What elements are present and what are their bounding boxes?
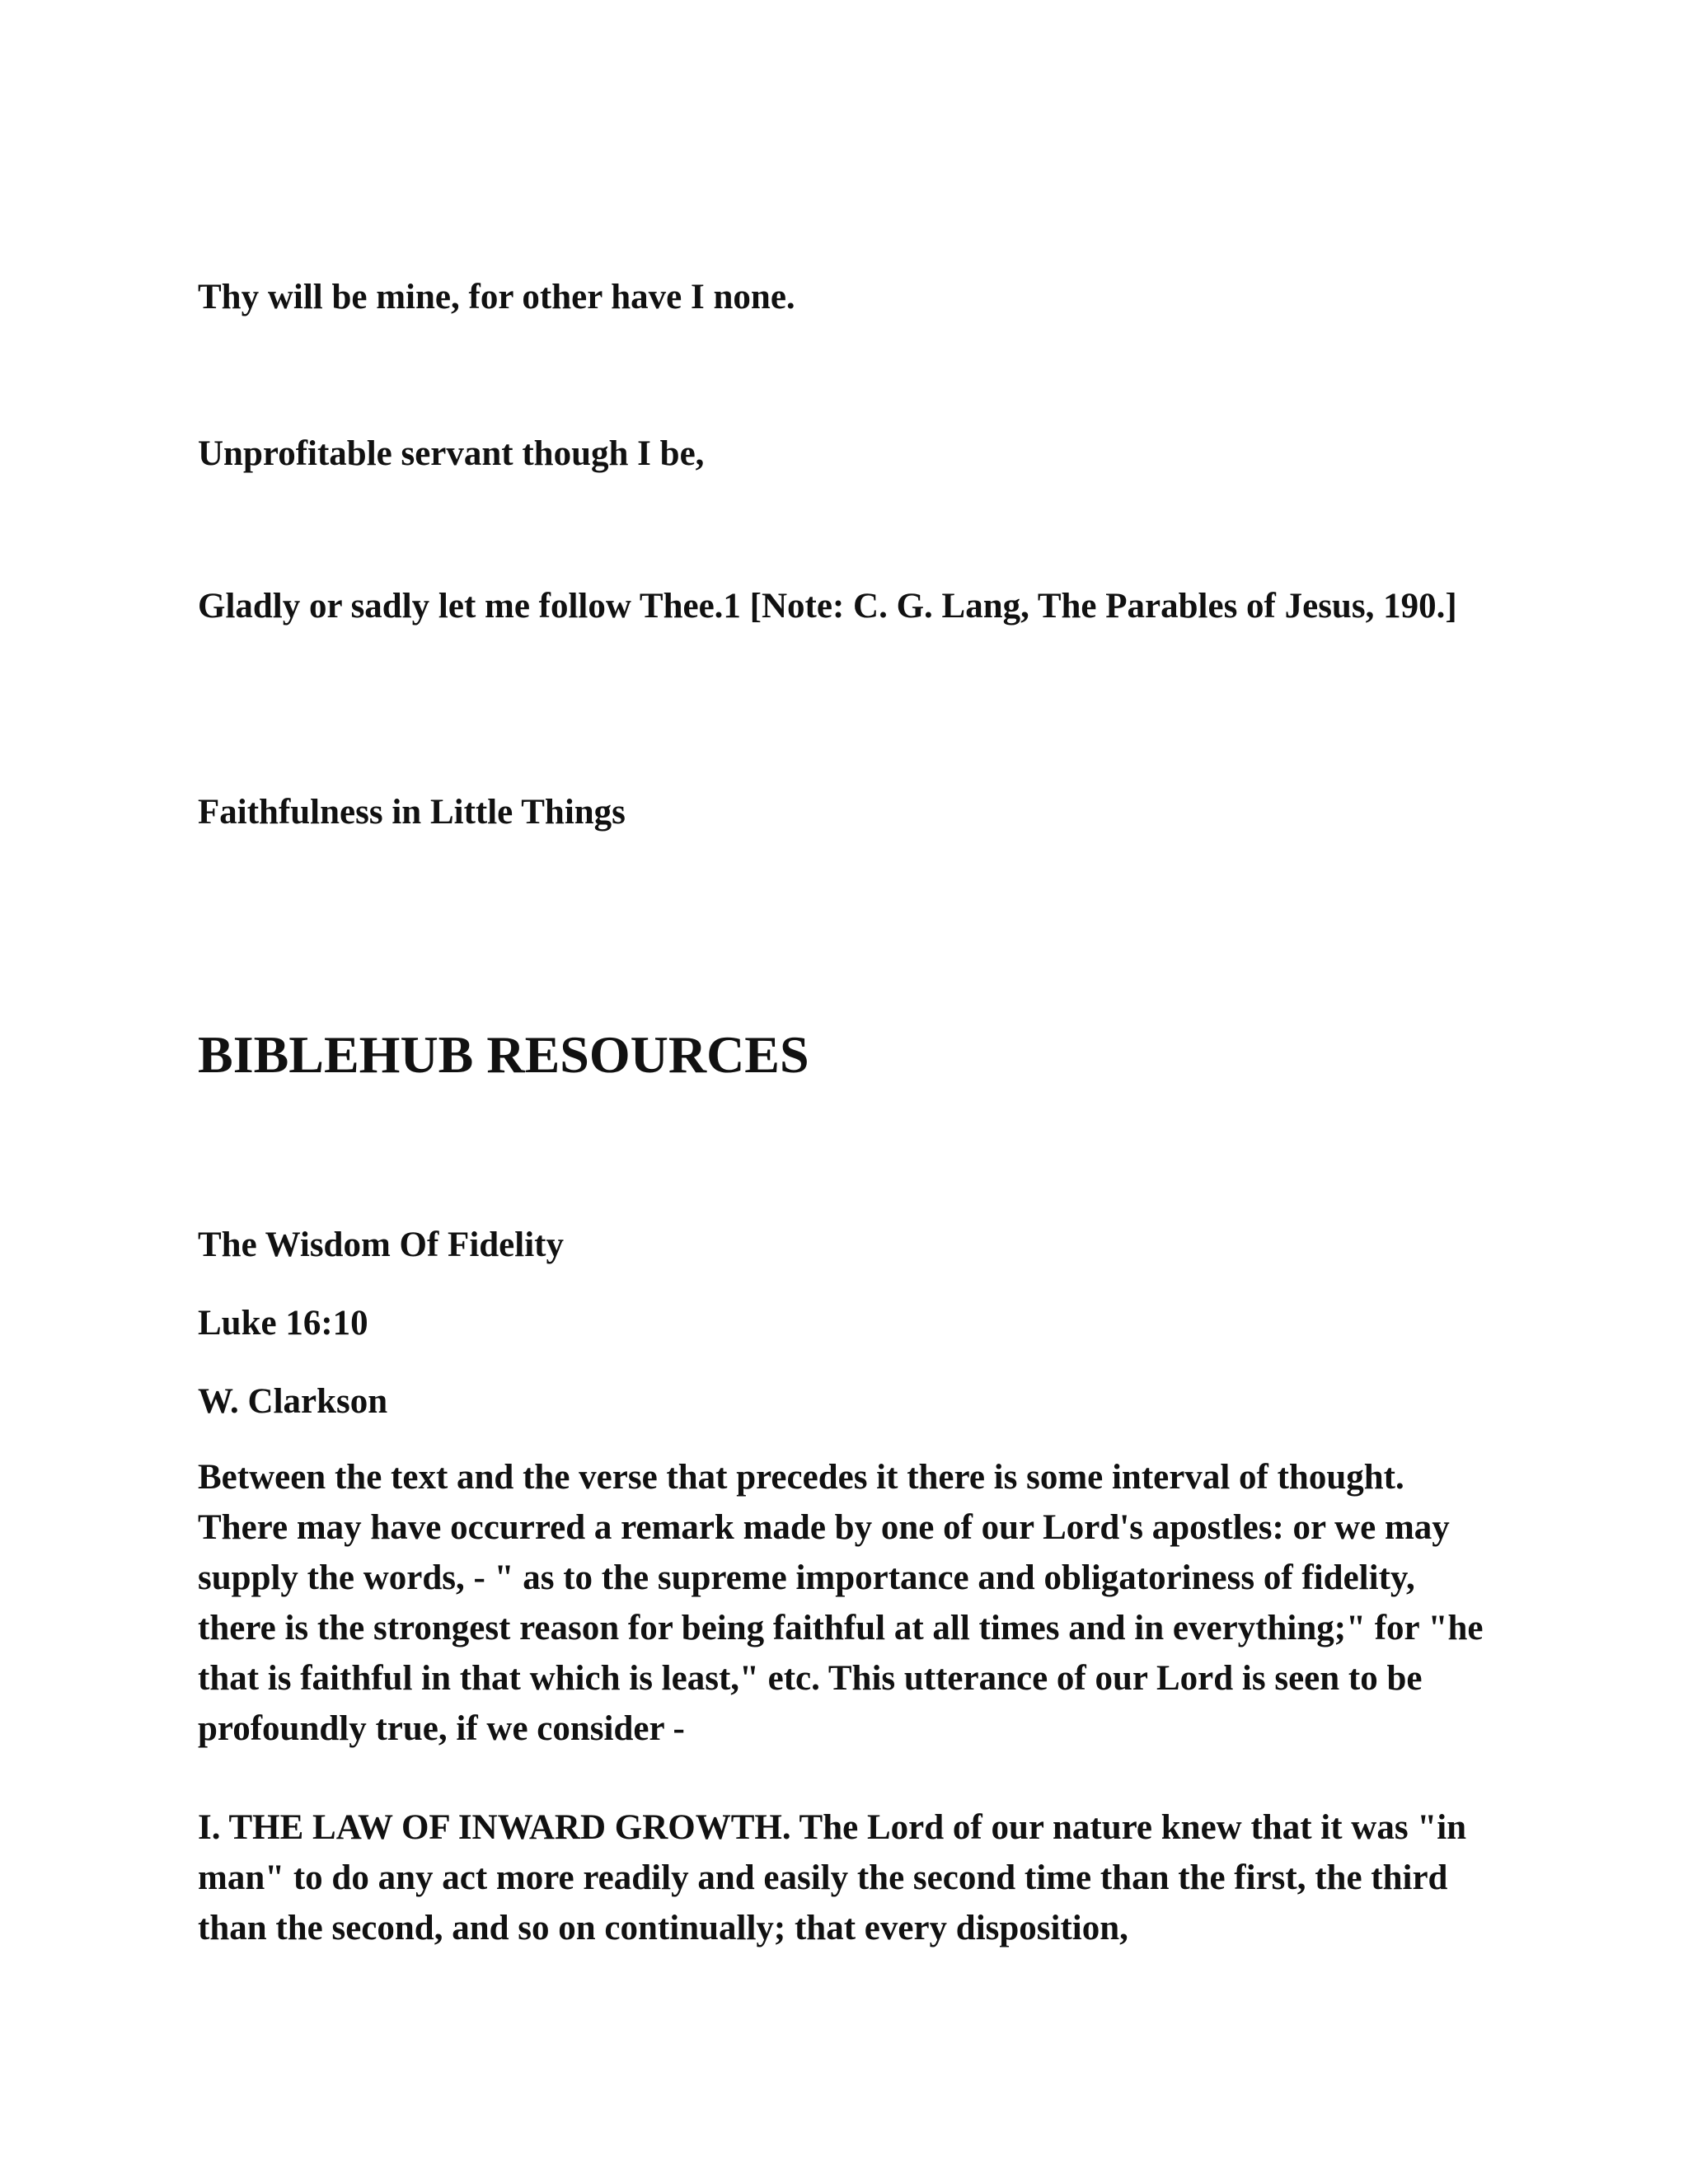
- poem-line-1: Thy will be mine, for other have I none.: [198, 278, 795, 316]
- article-title: The Wisdom Of Fidelity: [198, 1226, 564, 1264]
- resources-heading: BIBLEHUB RESOURCES: [198, 1025, 809, 1084]
- poem-line-3: Gladly or sadly let me follow Thee.1 [Note: C. G. Lang, The Parables of Jesus, 190.]: [198, 587, 1457, 626]
- article-reference: Luke 16:10: [198, 1304, 368, 1343]
- article-paragraph-2: I. THE LAW OF INWARD GROWTH. The Lord of our nature knew that it was "in man" to do any act more readily and easily the second time than the first, the third than the second, and so on continually; that every disposition,: [198, 1808, 1467, 1947]
- section-title: Faithfulness in Little Things: [198, 793, 626, 832]
- article-paragraph-1: Between the text and the verse that precedes it there is some interval of thought. There may have occurred a remark made by one of our Lord's apostles: or we may supply the words, - " as to the supreme importance and obligatoriness of fidelity, there is the strongest reason for being faithful at all times and in everything;" for "he that is faithful in that which is least," etc. This utterance of our Lord is seen to be profoundly true, if we consider -: [198, 1458, 1484, 1748]
- article-author: W. Clarkson: [198, 1382, 388, 1421]
- poem-line-2: Unprofitable servant though I be,: [198, 434, 705, 473]
